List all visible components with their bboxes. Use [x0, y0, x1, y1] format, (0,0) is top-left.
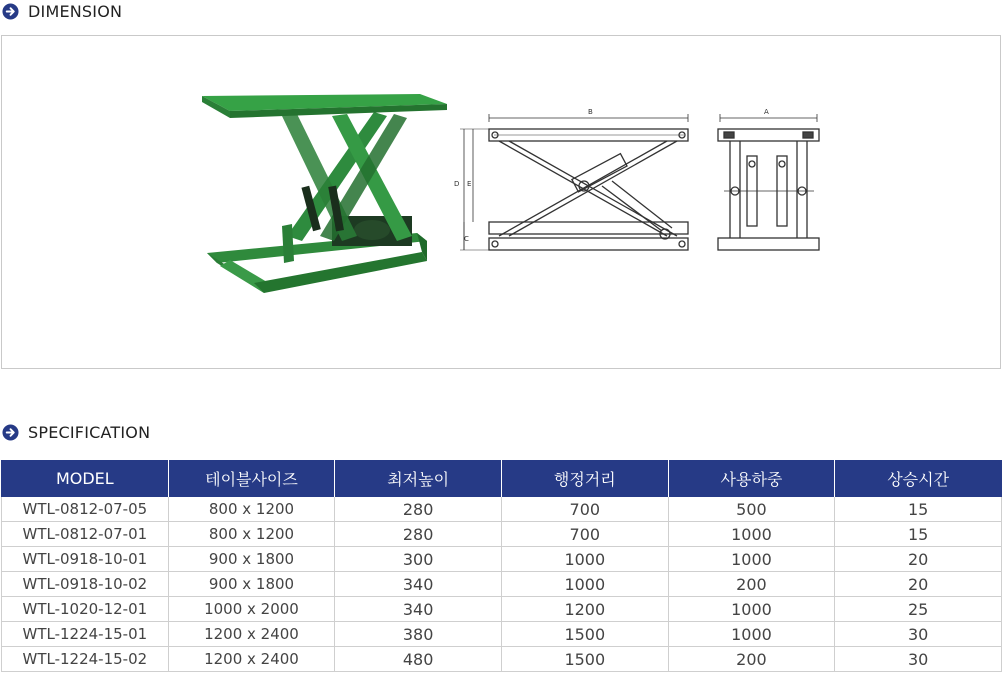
cell-load: 1000	[668, 622, 835, 647]
cell-min-height: 280	[335, 522, 502, 547]
table-row	[2, 572, 1002, 597]
cell-table-size: 900 x 1800	[168, 572, 335, 597]
cell-load: 500	[668, 497, 835, 522]
dim-label-d: D	[454, 180, 460, 188]
cell-min-height: 300	[335, 547, 502, 572]
table-row	[2, 522, 1002, 547]
cell-table-size: 1200 x 2400	[168, 647, 335, 672]
header-stroke: 행정거리	[501, 460, 668, 497]
cell-stroke: 1200	[501, 597, 668, 622]
table-header-row	[2, 460, 1002, 497]
dim-label-a: A	[764, 108, 769, 116]
cell-table-size: 1200 x 2400	[168, 622, 335, 647]
header-table-size: 테이블사이즈	[168, 460, 335, 497]
cell-min-height: 380	[335, 622, 502, 647]
table-row	[2, 547, 1002, 572]
table-row	[2, 647, 1002, 672]
dim-label-c: C	[464, 235, 469, 243]
cell-min-height: 280	[335, 497, 502, 522]
header-model: MODEL	[2, 460, 169, 497]
cell-load: 1000	[668, 522, 835, 547]
lift-photo	[202, 94, 447, 293]
cell-rise-time: 15	[835, 522, 1002, 547]
cell-model: WTL-0812-07-01	[2, 522, 169, 547]
cell-stroke: 700	[501, 522, 668, 547]
specification-title: SPECIFICATION	[28, 422, 151, 442]
cell-rise-time: 30	[835, 622, 1002, 647]
cell-min-height: 340	[335, 597, 502, 622]
cell-stroke: 1500	[501, 622, 668, 647]
cell-load: 1000	[668, 547, 835, 572]
cell-load: 200	[668, 647, 835, 672]
cell-table-size: 800 x 1200	[168, 522, 335, 547]
cell-stroke: 1500	[501, 647, 668, 672]
cell-model: WTL-1224-15-02	[2, 647, 169, 672]
cell-table-size: 800 x 1200	[168, 497, 335, 522]
cell-rise-time: 20	[835, 547, 1002, 572]
cell-rise-time: 25	[835, 597, 1002, 622]
front-view-drawing	[718, 114, 819, 250]
cell-stroke: 700	[501, 497, 668, 522]
table-row	[2, 497, 1002, 522]
cell-rise-time: 15	[835, 497, 1002, 522]
cell-rise-time: 20	[835, 572, 1002, 597]
dimension-title: DIMENSION	[28, 1, 123, 21]
cell-stroke: 1000	[501, 572, 668, 597]
cell-rise-time: 30	[835, 647, 1002, 672]
cell-stroke: 1000	[501, 547, 668, 572]
specification-table	[1, 460, 1002, 672]
cell-model: WTL-0918-10-02	[2, 572, 169, 597]
header-load: 사용하중	[668, 460, 835, 497]
cell-model: WTL-0918-10-01	[2, 547, 169, 572]
cell-model: WTL-1224-15-01	[2, 622, 169, 647]
cell-load: 1000	[668, 597, 835, 622]
side-view-drawing	[460, 114, 688, 250]
cell-min-height: 340	[335, 572, 502, 597]
cell-model: WTL-1020-12-01	[2, 597, 169, 622]
cell-table-size: 900 x 1800	[168, 547, 335, 572]
table-row	[2, 622, 1002, 647]
table-row	[2, 597, 1002, 622]
dimension-heading	[2, 0, 122, 22]
cell-load: 200	[668, 572, 835, 597]
dim-label-b: B	[588, 108, 593, 116]
header-min-height: 최저높이	[335, 460, 502, 497]
specification-heading	[2, 421, 150, 443]
header-rise-time: 상승시간	[835, 460, 1002, 497]
arrow-circle-icon	[2, 3, 19, 20]
cell-model: WTL-0812-07-05	[2, 497, 169, 522]
cell-min-height: 480	[335, 647, 502, 672]
dim-label-e: E	[467, 180, 472, 188]
arrow-circle-icon	[2, 424, 19, 441]
dimension-figure	[1, 35, 1001, 369]
cell-table-size: 1000 x 2000	[168, 597, 335, 622]
